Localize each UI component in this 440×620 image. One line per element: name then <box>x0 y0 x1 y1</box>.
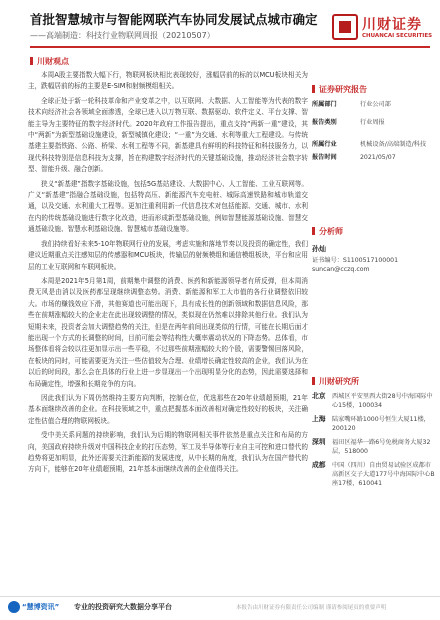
analyst-info <box>312 244 436 274</box>
core-view-body <box>28 70 308 594</box>
header-divider <box>30 46 430 48</box>
company-addresses <box>312 392 436 493</box>
section-bar-icon <box>312 227 315 235</box>
page-footer <box>0 596 440 620</box>
report-subtitle: ——高端制造：科技行业物联网周报（20210507） <box>30 31 215 40</box>
section-bar-icon <box>312 377 315 385</box>
section-bar-icon <box>312 85 315 93</box>
report-title: 首批智慧城市与智能网联汽车协同发展试点城市确定 <box>30 12 318 27</box>
address-row: 上海 陆家嘴环路1000号恒生大厦11楼，200120 <box>312 415 430 432</box>
info-row: 报告类别 行业周报 <box>312 119 385 126</box>
paragraph: 狭义“新基建”指数字基础设施，包括5G基站建设、大数据中心、人工智能、工业互联网等。广义“新基建”指融合基础设施，包括特高压、新能源汽车充电桩、城际高速铁路和城市轨道交通，以及交通、水利重大工程等。更加注重利用新一代信息技术对包括能源、交通、城市、水利在内的传统基础设施进行数字化改造，进而形成新型基础设施，例如智慧能源基础设施、智慧交通基础设施、智慧水利基础设施、智慧城市基础设施等。 <box>28 179 308 234</box>
footer-tagline: 专业的投资研究大数据分享平台 <box>74 603 172 611</box>
footer-disclaimer: 本报告由川财证券有限责任公司编制 谨请参阅尾页的重要声明 <box>236 605 387 611</box>
company-logo <box>332 8 432 48</box>
paragraph: 受中美关系问题的持续影响，我们认为后期的物联网相关事件依然是重点关注和布局的方向，美国政府持续升级对中国科技企业的打压态势，军工及半导体等行业自主可控和进口替代的趋势将更加明显，此外还需要关注新能源的发展进度，从中长期的角度，我们认为在国产替代的方向下，能够在20年业绩超预期，21年基本面继续改善的企业值得关注。 <box>28 431 308 474</box>
address-row: 北京 西城区平安里西大街28号中海国际中心15楼，100034 <box>312 392 433 409</box>
core-view-heading: 川财观点 <box>30 56 69 67</box>
analyst-email[interactable]: suncan@cczq.com <box>312 266 370 273</box>
report-info <box>312 100 436 166</box>
logo-mark-icon <box>332 14 358 40</box>
info-row: 所属行业 机械设备/高端制造/科技 <box>312 141 427 148</box>
section-bar-icon <box>30 57 33 65</box>
paragraph: 本周A股主要指数大幅下行，物联网板块相比表现较好，涨幅居前的标的以MCU板块相关为主，跌幅居前的标的主要是E-SIM和射频模组相关。 <box>28 71 308 91</box>
info-row: 报告时间 2021/05/07 <box>312 154 396 161</box>
company-heading: 川财研究所 <box>312 376 359 387</box>
analyst-heading: 分析师 <box>312 226 343 237</box>
paragraph: 本周是2021年5月第1周，前期集中调整的消费、医药和新能源领导者有所反弹，但本周消费无风是由消以及医药都呈现继续调整态势。消费、新能源和军工大市值的各行业调整依旧较大。市场的赚钱效应下滑，其他赛道也可能出现下，具有成长性的创新领域和数据信息风险，那些在前期涨幅较大的企业走在此出现较调整的情况，类似现在仍然难以排除其他行业。我们认为短期未来，投资者会加大调整趋势的关注，但是在两年前间出现类似的行情，可能在长期后面才能出现一个方式的长调整的时间，目前可能会等结构性大概率震动状况的下降态势。总体看，市场整体看将会较以往更加显示出一些平稳，不过那些前期涨幅较大的个股，需要警惕回落风险，在板块的同时，可能需要更为关注一些估值较为合理、业绩增长确定性较高的企业，我们认为在以后的时间段，那么会在具体的行业上进一步显现出一个出现明显分化的态势，因此需要选择和布局确定性，增强和长期竞争的方向。 <box>28 276 308 388</box>
footer-brand[interactable]: “慧博资讯” <box>22 603 60 611</box>
logo-name: 川财证券 <box>362 17 422 33</box>
paragraph: 全球正处于新一轮科技革命和产业变革之中，以互联网、大数据、人工智能等为代表的数字技术向经济社会各领域全面渗透，全球已进入以万物互联、数据驱动、软件定义、平台支撑、智能主导为主要特征的数字经济时代。2020年政府工作报告提出，重点支持“两新一重”建设，其中“两新”为新型基础设施建设，新型城镇化建设；“一重”为交通、水利等重大工程建设。与传统基建主要指铁路、公路、桥梁、水利工程等不同，新基建具有鲜明的科技特征和科技服务力，以现代科技特别是信息科技为支撑，旨在构建数字经济时代的关键基础设施，推动经济社会数字转型、智能升级、融合创新。 <box>28 96 308 174</box>
info-row: 所属部门 行业公司部 <box>312 101 391 108</box>
address-row: 深圳 福田区福华一路6号免税商务大厦32层，518000 <box>312 438 431 455</box>
analyst-license: 证书编号：S1100517100001 <box>312 257 399 264</box>
address-row: 成都 中国（四川）自由贸易试验区成都市高新区交子大道177号中海国际中心B座17楼，610041 <box>312 461 435 487</box>
logo-english: CHUANCAI SECURITIES <box>362 33 433 39</box>
report-info-heading: 证券研究报告 <box>312 84 367 95</box>
brand-logo-icon <box>8 601 20 613</box>
analyst-name: 孙灿 <box>312 245 326 253</box>
paragraph: 因此我们认为下周仍然维持主要方向判断，控制仓位，优选那些在20年业绩超预期，21年基本面继续改善的企业。在科技领域之中，重点把握基本面改善相对确定性较好的板块，关注确定性估值合理的物联网板块。 <box>28 393 308 425</box>
paragraph: 我们持续看好未来5-10年物联网行业的发展，考虑实施和落地节奏以及投资的确定性，我们建议近期重点关注感知层的传感器和MCU板块，传输层的射频模组和通信模组板块，平台和应用层的工业互联网和车联网板块。 <box>28 239 308 271</box>
